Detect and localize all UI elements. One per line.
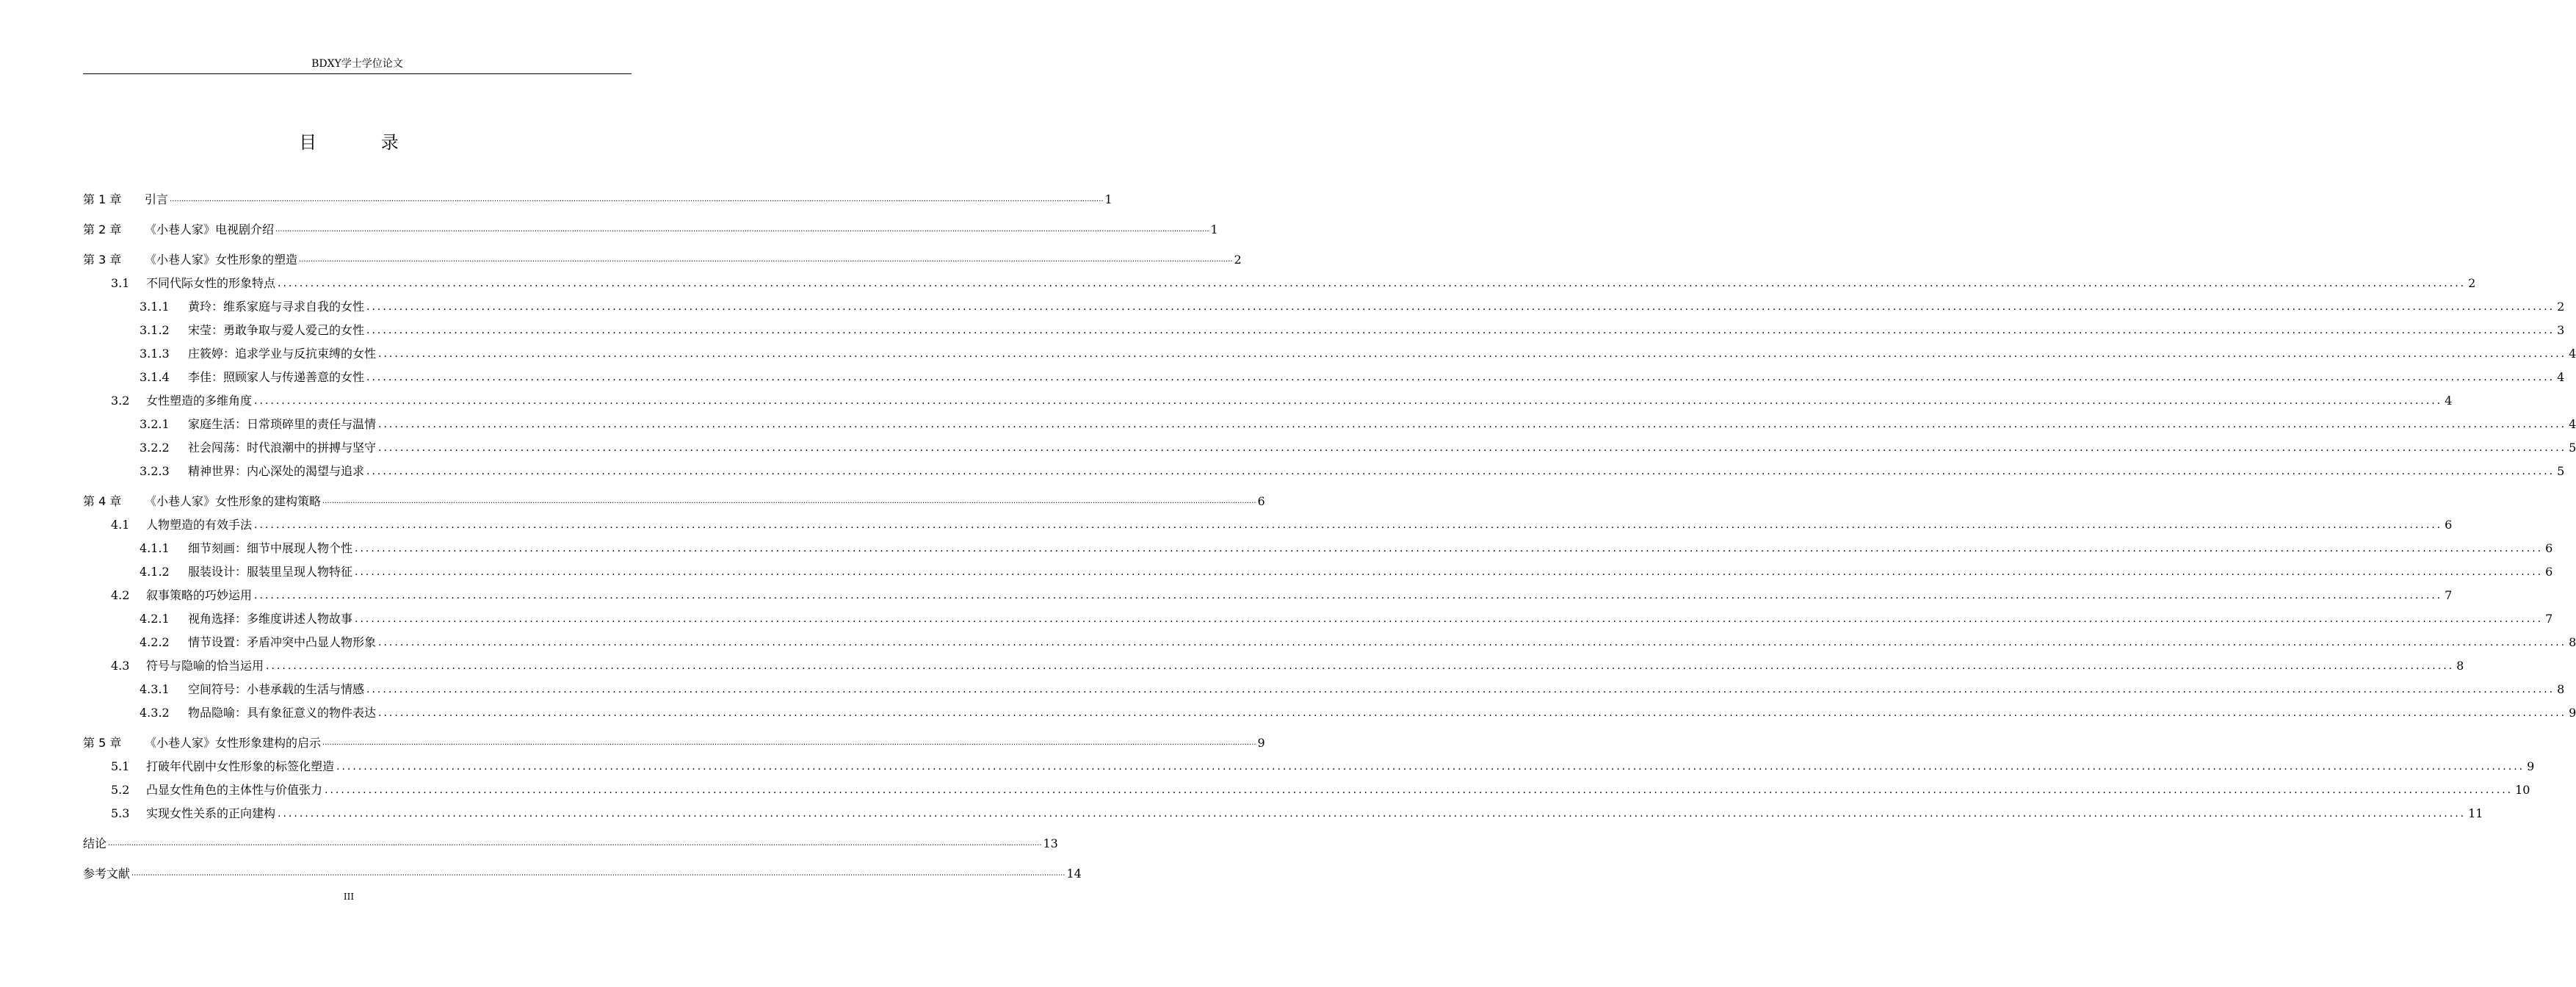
toc-leader-dots: ................................................................................................................................................................................................................................................................................................................................................................................................................ — [254, 519, 2443, 531]
toc-entry-page: 9 — [1257, 736, 1265, 750]
toc-leader-dots: ................................................................................................................................................................................................................................................................................................................................................................................................................ — [322, 739, 1256, 747]
toc-entry-title: 服装设计：服装里呈现人物特征 — [188, 565, 353, 579]
running-header: BDXY学士学位论文 — [311, 58, 403, 70]
toc-entry[interactable] — [83, 513, 2453, 536]
toc-entry-number: 3.2.3 — [140, 464, 170, 478]
toc-entry-number: 4.2 — [111, 588, 130, 602]
toc-entry-number: 4.2.2 — [140, 635, 170, 649]
toc-leader-dots: ................................................................................................................................................................................................................................................................................................................................................................................................................ — [378, 348, 2567, 360]
toc-leader-dots: ................................................................................................................................................................................................................................................................................................................................................................................................................ — [378, 419, 2567, 430]
toc-entry-title: 李佳：照顾家人与传递善意的女性 — [188, 370, 365, 384]
toc-entry[interactable] — [83, 459, 2565, 482]
toc-entry-page: 7 — [2445, 588, 2453, 602]
toc-entry-page: 8 — [2557, 682, 2565, 696]
toc-entry-number: 3.1.1 — [140, 300, 170, 314]
toc-entry-number: 5.3 — [111, 806, 130, 820]
toc-entry-number: 3.1.3 — [140, 347, 170, 361]
toc-entry-number: 3.2.1 — [140, 417, 170, 431]
toc-entry-title: 精神世界：内心深处的渴望与追求 — [188, 464, 365, 478]
toc-entry-title: 家庭生活：日常琐碎里的责任与温情 — [188, 417, 377, 431]
toc-entry[interactable] — [83, 435, 2576, 459]
toc-entry-page: 4 — [2569, 347, 2576, 361]
toc-entry-page: 8 — [2569, 635, 2576, 649]
toc-entry-title: 凸显女性角色的主体性与价值张力 — [146, 783, 323, 797]
toc-leader-dots: ................................................................................................................................................................................................................................................................................................................................................................................................................ — [366, 325, 2555, 336]
toc-entry[interactable] — [83, 365, 2565, 388]
toc-entry[interactable] — [83, 724, 1265, 754]
toc-entry-title: 社会闯荡：时代浪潮中的拼搏与坚守 — [188, 441, 377, 455]
toc-entry-number: 第 4 章 — [83, 494, 122, 508]
toc-entry-title: 打破年代剧中女性形象的标签化塑造 — [146, 759, 335, 773]
toc-entry[interactable] — [83, 825, 1058, 855]
toc-entry-page: 8 — [2456, 659, 2464, 673]
toc-entry-page: 2 — [2468, 276, 2476, 290]
toc-entry[interactable] — [83, 778, 2530, 801]
toc-entry-title: 《小巷人家》女性形象的建构策略 — [145, 494, 322, 508]
toc-entry-page: 2 — [1234, 253, 1242, 267]
toc-leader-dots: ................................................................................................................................................................................................................................................................................................................................................................................................................ — [299, 256, 1233, 264]
toc-entry-page: 6 — [2545, 565, 2553, 579]
toc-entry[interactable] — [83, 754, 2535, 778]
toc-entry[interactable] — [83, 607, 2553, 630]
toc-entry-number: 3.1 — [111, 276, 130, 290]
toc-entry-title: 女性塑造的多维角度 — [146, 394, 253, 408]
toc-leader-dots: ................................................................................................................................................................................................................................................................................................................................................................................................................ — [366, 301, 2555, 313]
toc-leader-dots: ................................................................................................................................................................................................................................................................................................................................................................................................................ — [378, 707, 2567, 719]
toc-leader-dots: ................................................................................................................................................................................................................................................................................................................................................................................................................ — [366, 372, 2555, 383]
toc-entry-page: 11 — [2468, 806, 2483, 820]
toc-leader-dots: ................................................................................................................................................................................................................................................................................................................................................................................................................ — [336, 761, 2525, 773]
toc-leader-dots: ................................................................................................................................................................................................................................................................................................................................................................................................................ — [355, 566, 2544, 578]
page-number: III — [343, 892, 355, 902]
toc-entry-number: 4.3.2 — [140, 706, 170, 720]
toc-entry-number: 3.1.2 — [140, 323, 170, 337]
toc-leader-dots: ................................................................................................................................................................................................................................................................................................................................................................................................................ — [378, 442, 2567, 454]
toc-leader-dots: ................................................................................................................................................................................................................................................................................................................................................................................................................ — [108, 839, 1042, 847]
toc-entry-number: 4.2.1 — [140, 612, 170, 626]
toc-entry-number: 第 3 章 — [83, 253, 122, 267]
toc-entry[interactable] — [83, 536, 2553, 560]
toc-entry[interactable] — [83, 701, 2576, 724]
toc-entry[interactable] — [83, 388, 2453, 412]
toc-leader-dots: ................................................................................................................................................................................................................................................................................................................................................................................................................ — [275, 225, 1209, 234]
toc-leader-dots: ................................................................................................................................................................................................................................................................................................................................................................................................................ — [325, 784, 2514, 796]
toc-entry[interactable] — [83, 801, 2483, 825]
toc-entry[interactable] — [83, 654, 2464, 677]
toc-entry-page: 4 — [2445, 394, 2453, 408]
toc-entry-title: 宋莹：勇敢争取与爱人爱己的女性 — [188, 323, 365, 337]
toc-entry-title: 《小巷人家》电视剧介绍 — [145, 223, 275, 236]
toc-entry[interactable] — [83, 241, 1242, 271]
toc-entry-page: 2 — [2557, 300, 2565, 314]
toc-entry-title: 符号与隐喻的恰当运用 — [146, 659, 264, 673]
toc-entry-title: 细节刻画：细节中展现人物个性 — [188, 541, 353, 555]
toc-leader-dots: ................................................................................................................................................................................................................................................................................................................................................................................................................ — [254, 590, 2443, 601]
toc-leader-dots: ................................................................................................................................................................................................................................................................................................................................................................................................................ — [131, 870, 1066, 878]
toc-leader-dots: ................................................................................................................................................................................................................................................................................................................................................................................................................ — [170, 195, 1104, 203]
toc-entry-title: 庄筱婷：追求学业与反抗束缚的女性 — [188, 347, 377, 361]
toc-entry-number: 4.1.1 — [140, 541, 170, 555]
toc-entry-title: 参考文献 — [83, 867, 131, 881]
toc-entry-page: 5 — [2569, 441, 2576, 455]
toc-entry[interactable] — [83, 583, 2453, 607]
toc-leader-dots: ................................................................................................................................................................................................................................................................................................................................................................................................................ — [366, 684, 2555, 695]
toc-leader-dots: ................................................................................................................................................................................................................................................................................................................................................................................................................ — [355, 543, 2544, 554]
toc-entry[interactable] — [83, 211, 1218, 241]
toc-entry-number: 第 2 章 — [83, 223, 122, 236]
toc-entry[interactable] — [83, 412, 2576, 435]
toc-entry-number: 5.2 — [111, 783, 130, 797]
toc-leader-dots: ................................................................................................................................................................................................................................................................................................................................................................................................................ — [366, 466, 2555, 477]
toc-entry[interactable] — [83, 271, 2476, 294]
toc-entry-page: 14 — [1066, 867, 1082, 881]
toc-entry-title: 叙事策略的巧妙运用 — [146, 588, 253, 602]
toc-leader-dots: ................................................................................................................................................................................................................................................................................................................................................................................................................ — [355, 613, 2544, 625]
toc-entry-number: 第 5 章 — [83, 736, 122, 750]
toc-entry[interactable] — [83, 294, 2565, 318]
toc-entry-number: 第 1 章 — [83, 192, 122, 206]
toc-entry-title: 引言 — [145, 192, 169, 206]
toc-entry[interactable] — [83, 855, 1082, 885]
toc-entry[interactable] — [83, 630, 2576, 654]
header-rule — [83, 73, 632, 74]
toc-entry-number: 5.1 — [111, 759, 130, 773]
toc-leader-dots: ................................................................................................................................................................................................................................................................................................................................................................................................................ — [266, 660, 2455, 672]
toc-entry-title: 情节设置：矛盾冲突中凸显人物形象 — [188, 635, 377, 649]
toc-entry[interactable] — [83, 341, 2576, 365]
toc-leader-dots: ................................................................................................................................................................................................................................................................................................................................................................................................................ — [254, 395, 2443, 407]
toc-entry[interactable] — [83, 181, 1112, 211]
toc-entry-page: 3 — [2557, 323, 2565, 337]
toc-entry-number: 4.1 — [111, 518, 130, 532]
toc-entry-page: 10 — [2515, 783, 2530, 797]
toc-entry[interactable] — [83, 560, 2553, 583]
toc-entry-page: 6 — [2445, 518, 2453, 532]
toc-entry-title: 不同代际女性的形象特点 — [146, 276, 276, 290]
toc-entry-number: 3.1.4 — [140, 370, 170, 384]
toc-entry-title: 物品隐喻：具有象征意义的物件表达 — [188, 706, 377, 720]
toc-entry-title: 黄玲：维系家庭与寻求自我的女性 — [188, 300, 365, 314]
toc-leader-dots: ................................................................................................................................................................................................................................................................................................................................................................................................................ — [378, 637, 2567, 648]
toc-entry-page: 7 — [2545, 612, 2553, 626]
toc-entry-page: 4 — [2569, 417, 2576, 431]
toc-entry-title: 《小巷人家》女性形象的塑造 — [145, 253, 298, 267]
toc-leader-dots: ................................................................................................................................................................................................................................................................................................................................................................................................................ — [322, 497, 1256, 505]
table-of-contents — [83, 181, 2576, 885]
toc-leader-dots: ................................................................................................................................................................................................................................................................................................................................................................................................................ — [278, 808, 2467, 820]
toc-entry-page: 4 — [2557, 370, 2565, 384]
toc-entry[interactable] — [83, 318, 2565, 341]
toc-title: 目 录 — [299, 132, 428, 153]
toc-entry-title: 《小巷人家》女性形象建构的启示 — [145, 736, 322, 750]
toc-entry-number: 3.2 — [111, 394, 130, 408]
toc-entry-title: 人物塑造的有效手法 — [146, 518, 253, 532]
toc-entry-number: 3.2.2 — [140, 441, 170, 455]
toc-entry-title: 结论 — [83, 836, 107, 850]
toc-leader-dots: ................................................................................................................................................................................................................................................................................................................................................................................................................ — [278, 278, 2467, 289]
toc-entry-page: 1 — [1210, 223, 1218, 236]
toc-entry-title: 空间符号：小巷承载的生活与情感 — [188, 682, 365, 696]
toc-entry-page: 6 — [2545, 541, 2553, 555]
toc-entry-number: 4.3 — [111, 659, 130, 673]
toc-entry[interactable] — [83, 677, 2565, 701]
toc-entry-page: 6 — [1257, 494, 1265, 508]
toc-entry-page: 1 — [1104, 192, 1112, 206]
toc-entry-page: 13 — [1043, 836, 1058, 850]
toc-entry-title: 视角选择：多维度讲述人物故事 — [188, 612, 353, 626]
toc-entry-number: 4.1.2 — [140, 565, 170, 579]
toc-entry-title: 实现女性关系的正向建构 — [146, 806, 276, 820]
toc-entry-page: 5 — [2557, 464, 2565, 478]
toc-entry-page: 9 — [2527, 759, 2535, 773]
toc-entry-page: 9 — [2569, 706, 2576, 720]
toc-entry-number: 4.3.1 — [140, 682, 170, 696]
toc-entry[interactable] — [83, 482, 1265, 513]
